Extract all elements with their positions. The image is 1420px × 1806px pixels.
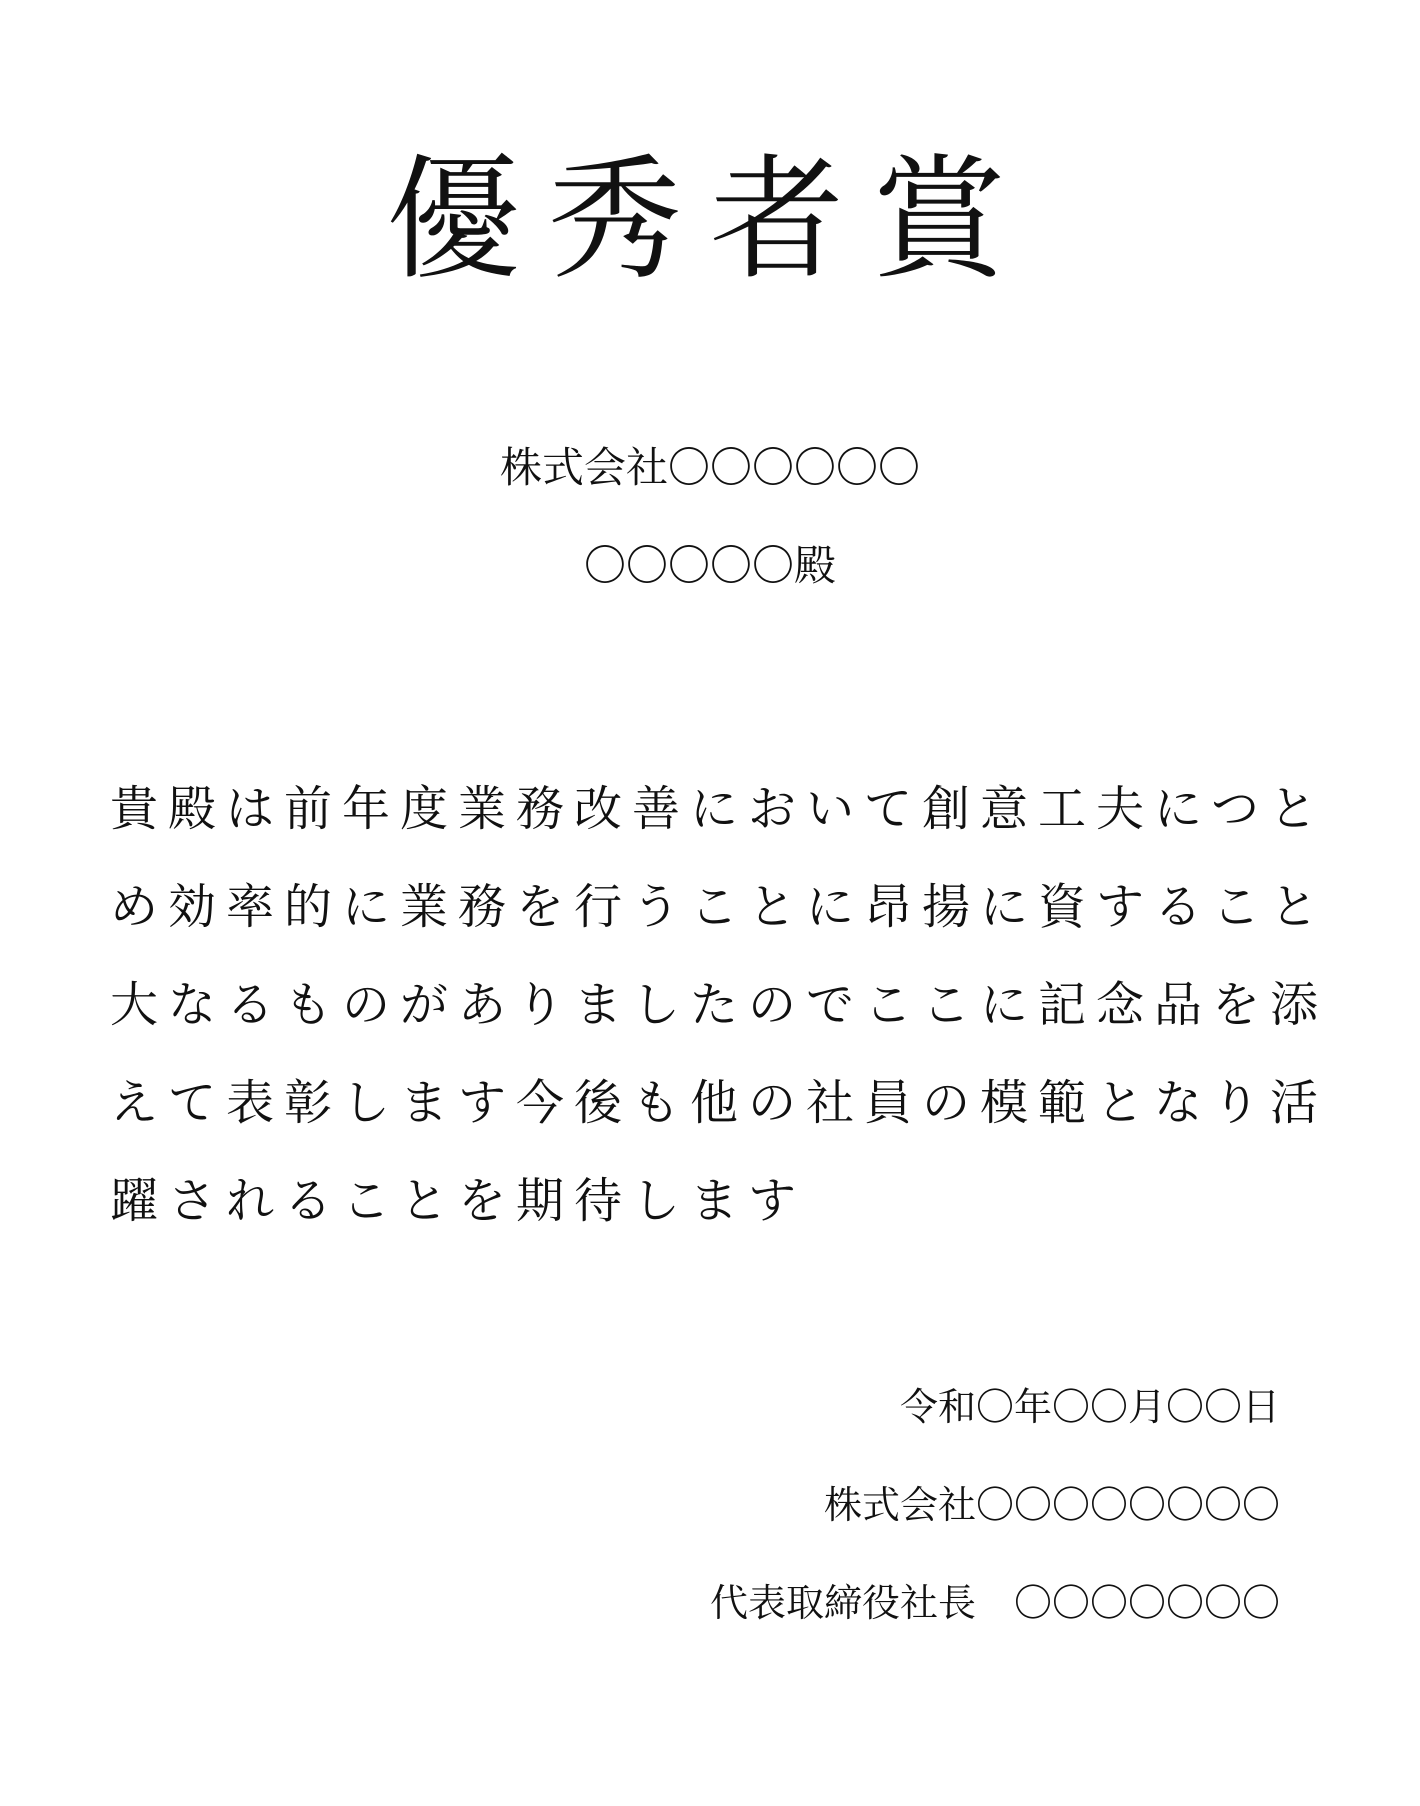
body-line: 大なるものがありましたのでここに記念品を添 [110, 977, 1329, 1033]
body-line: め効率的に業務を行うことに昂揚に資すること [110, 879, 1329, 935]
issuer-representative: 代表取締役社長 〇〇〇〇〇〇〇 [709, 1581, 1280, 1625]
recipient-company: 株式会社〇〇〇〇〇〇 [499, 443, 920, 492]
certificate-title: 優秀者賞 [385, 142, 1034, 298]
recipient-name: 〇〇〇〇〇殿 [583, 541, 836, 590]
body-line: えて表彰します今後も他の社員の模範となり活 [110, 1075, 1329, 1131]
body-line: 躍されることを期待します [110, 1173, 807, 1229]
body-line: 貴殿は前年度業務改善において創意工夫につと [110, 781, 1328, 837]
issue-date: 令和〇年〇〇月〇〇日 [899, 1385, 1280, 1429]
issuer-company: 株式会社〇〇〇〇〇〇〇〇 [823, 1483, 1280, 1527]
certificate-body [110, 760, 1329, 1250]
